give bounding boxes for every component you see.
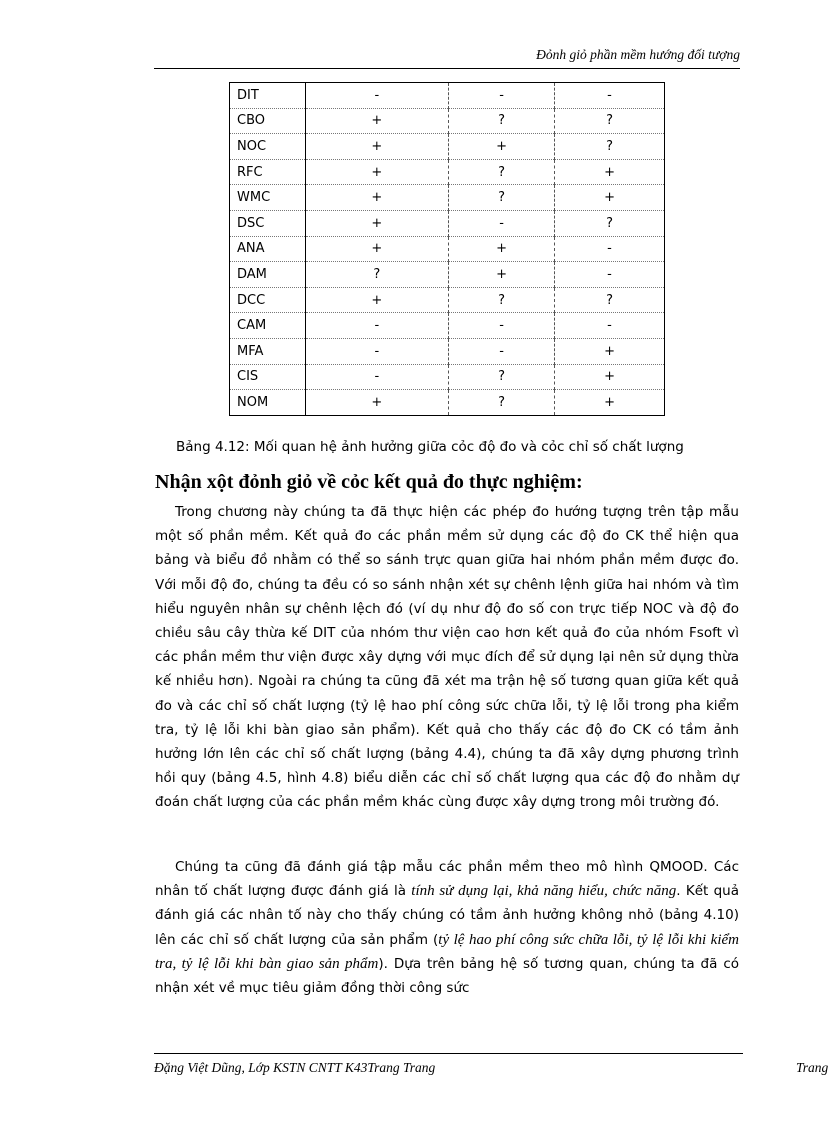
table-row	[230, 185, 665, 211]
value-cell-2: +	[449, 262, 555, 288]
table-row	[230, 338, 665, 364]
value-cell-2: +	[449, 236, 555, 262]
value-cell-1: -	[305, 313, 449, 339]
table-row	[230, 262, 665, 288]
value-cell-2: ?	[449, 287, 555, 313]
metric-name-cell: DAM	[230, 262, 306, 288]
value-cell-1: +	[305, 185, 449, 211]
value-cell-2: ?	[449, 159, 555, 185]
metric-name-cell: WMC	[230, 185, 306, 211]
metric-name-cell: DIT	[230, 83, 306, 109]
value-cell-1: -	[305, 338, 449, 364]
table-caption: Bảng 4.12: Mối quan hệ ảnh hưởng giữa cỏc độ đo và cỏc chỉ số chất lượng	[176, 439, 684, 455]
value-cell-1: +	[305, 236, 449, 262]
value-cell-2: +	[449, 134, 555, 160]
value-cell-3: ?	[555, 108, 665, 134]
metric-name-cell: CIS	[230, 364, 306, 390]
table-row	[230, 287, 665, 313]
value-cell-1: +	[305, 210, 449, 236]
value-cell-3: +	[555, 390, 665, 416]
metric-name-cell: MFA	[230, 338, 306, 364]
metric-name-cell: CBO	[230, 108, 306, 134]
value-cell-1: +	[305, 159, 449, 185]
value-cell-3: -	[555, 262, 665, 288]
section-heading: Nhận xột đỏnh giỏ về cỏc kết quả đo thực nghiệm:	[155, 471, 583, 493]
paragraph-2-text-1: Chúng ta cũng đã đánh giá tập mẫu các phần mềm theo mô hình QMOOD. Các nhân tố chất lượng được đánh giá là	[155, 859, 739, 900]
paragraph-2-text-2: . Kết quả đánh giá các nhân tố này cho thấy chúng có tầm ảnh hưởng không nhỏ (bảng 4.10) lên các chỉ số chất lượng của sản phẩm (	[155, 883, 739, 948]
paragraph-2-italic-1: tính sử dụng lại, khả năng hiểu, chức năng	[411, 883, 677, 900]
value-cell-3: ?	[555, 210, 665, 236]
value-cell-2: ?	[449, 108, 555, 134]
metric-name-cell: ANA	[230, 236, 306, 262]
metric-name-cell: DSC	[230, 210, 306, 236]
table-row	[230, 108, 665, 134]
table-row	[230, 83, 665, 109]
value-cell-1: +	[305, 134, 449, 160]
table-row	[230, 390, 665, 416]
table-row	[230, 159, 665, 185]
value-cell-2: -	[449, 313, 555, 339]
table-row	[230, 210, 665, 236]
header-divider	[154, 68, 740, 69]
value-cell-1: ?	[305, 262, 449, 288]
value-cell-1: -	[305, 364, 449, 390]
table-row	[230, 134, 665, 160]
running-header: Đỏnh giỏ phần mềm hướng đối tượng	[536, 47, 740, 62]
paragraph-2-text-3: ). Dựa trên bảng hệ số tương quan, chúng ta đã có nhận xét về mục tiêu giảm đồng thời công sức	[155, 955, 739, 997]
table-row	[230, 236, 665, 262]
table-row	[230, 364, 665, 390]
value-cell-1: +	[305, 108, 449, 134]
value-cell-3: +	[555, 185, 665, 211]
value-cell-2: ?	[449, 390, 555, 416]
table-row	[230, 313, 665, 339]
value-cell-3: -	[555, 313, 665, 339]
paragraph-2-italic-2: tỷ lệ hao phí công sức chữa lỗi, tỷ lệ lỗi khi kiểm tra, tỷ lệ lỗi khi bàn giao sản phẩm	[155, 931, 739, 972]
metrics-table	[229, 82, 665, 416]
value-cell-3: ?	[555, 287, 665, 313]
paragraph-1: Trong chương này chúng ta đã thực hiện các phép đo hướng tượng trên tập mẫu một số phần mềm. Kết quả đo các phần mềm sử dụng các độ đo CK thể hiện qua bảng và biểu đồ nhằm có thể so sánh trực quan giữa hai nhóm phần mềm được đo. Với mỗi độ đo, chúng ta đều có so sánh nhận xét sự chênh lệnh giữa hai nhóm và tìm hiểu nguyên nhân sự chênh lệch đó (ví dụ như độ đo số con trực tiếp NOC và độ đo chiều sâu cây thừa kế DIT của nhóm thư viện cao hơn kết quả đo của nhóm Fsoft vì các phần mềm thư viện được xây dựng với mục đích để sử dụng lại nên sử dụng thừa kế nhiều hơn). Ngoài ra chúng ta cũng đã xét ma trận hệ số tương quan giữa kết quả đo và các chỉ số chất lượng (tỷ lệ hao phí công sức chữa lỗi, tỷ lệ lỗi trong pha kiểm tra, tỷ lệ lỗi khi bàn giao sản phẩm). Kết quả cho thấy các độ đo CK có tầm ảnh hưởng lớn lên các chỉ số chất lượng (bảng 4.4), chúng ta đã xây dựng phương trình hồi quy (bảng 4.5, hình 4.8) biểu diễn các chỉ số chất lượng qua các độ đo nhằm dự đoán chất lượng của các phần mềm khác cùng được xây dựng trong môi trường đó.	[155, 504, 739, 811]
value-cell-3: -	[555, 236, 665, 262]
value-cell-2: -	[449, 83, 555, 109]
metric-name-cell: DCC	[230, 287, 306, 313]
value-cell-3: +	[555, 159, 665, 185]
paragraph-2	[155, 855, 739, 1000]
value-cell-1: -	[305, 83, 449, 109]
value-cell-2: ?	[449, 185, 555, 211]
value-cell-2: -	[449, 338, 555, 364]
value-cell-1: +	[305, 390, 449, 416]
footer-author: Đặng Việt Dũng, Lớp KSTN CNTT K43Trang Trang	[154, 1060, 436, 1075]
value-cell-3: -	[555, 83, 665, 109]
value-cell-3: +	[555, 338, 665, 364]
metrics-table-body	[230, 83, 665, 416]
footer-divider	[154, 1053, 743, 1054]
footer-page-label: Trang	[796, 1060, 828, 1075]
value-cell-1: +	[305, 287, 449, 313]
value-cell-2: ?	[449, 364, 555, 390]
metric-name-cell: NOM	[230, 390, 306, 416]
metric-name-cell: RFC	[230, 159, 306, 185]
metric-name-cell: CAM	[230, 313, 306, 339]
value-cell-3: ?	[555, 134, 665, 160]
value-cell-3: +	[555, 364, 665, 390]
metric-name-cell: NOC	[230, 134, 306, 160]
value-cell-2: -	[449, 210, 555, 236]
